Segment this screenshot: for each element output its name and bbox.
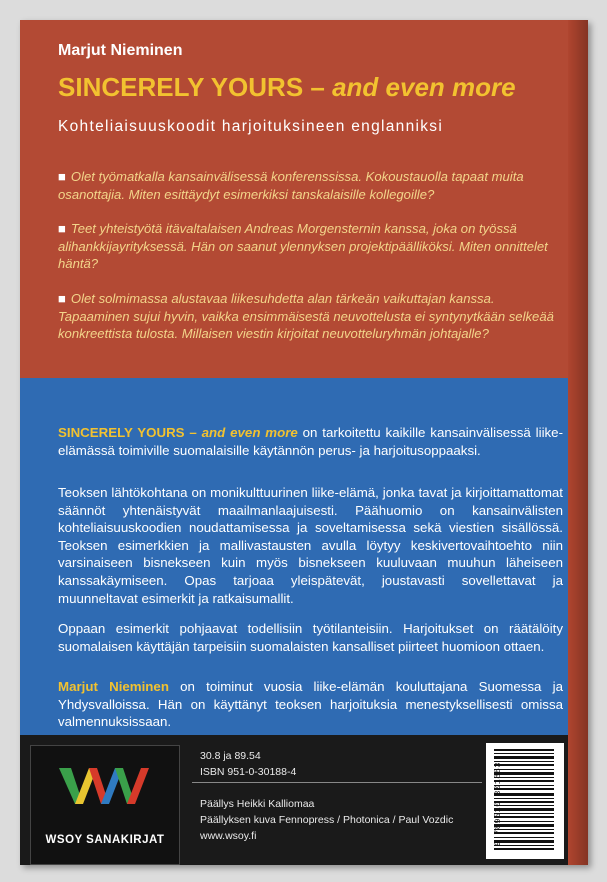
blurb-paragraph-1 <box>58 424 563 459</box>
divider <box>192 782 482 783</box>
publisher-panel <box>20 735 568 865</box>
publisher-name: WSOY SANAKIRJAT <box>45 834 165 846</box>
question-3 <box>58 290 563 343</box>
question-text: Olet työmatkalla kansainvälisessä konferenssissa. Kokoustauolla tapaat muita osanottajia. Miten esittäydyt esimerkiksi tanskalaisille kollegoille? <box>58 169 524 202</box>
blurb-text: on toiminut vuosia liike-elämän kouluttajana Suomessa ja Yhdysvalloissa. Hän on käyttänyt teoksen harjoituksia menestyksellisesti omissa valmennuksissaan. <box>58 679 563 730</box>
barcode-number: 9 789510 301883 <box>493 761 503 846</box>
author-name: Marjut Nieminen <box>58 42 183 59</box>
book-title-main: SINCERELY YOURS – <box>58 72 333 102</box>
blurb-title-main: SINCERELY YOURS – <box>58 425 202 440</box>
book-back-cover <box>20 20 588 865</box>
question-text: Olet solmimassa alustavaa liikesuhdetta alan tärkeän vaikuttajan kanssa. Tapaaminen sujui hyvin, vaikka ensimmäisestä neuvottelusta ei syntynytkään selkeää konkreettista tulosta. Millaisen viestin kirjoitat neuvotteluryhmän johtajalle? <box>58 291 554 342</box>
blurb-paragraph-2: Teoksen lähtökohtana on monikulttuurinen liike-elämä, jonka tavat ja kirjoittamattomat säännöt yhtenäistyvät maailmanlaajuisesti. Päähuomio on kansainvälisten kohteliaisuuskoodien noudattamisessa ja soveltamisessa sekä viestien sisällössä. Teoksen esimerkkien ja mallivastausten avulla löytyy keskivertovaihtoehto niin varsinaiseen bisnekseen kuin myös bisnekseen kuuluvaan muuhun läheiseen kanssakäymiseen. Opas tarjoaa yleispätevät, joustavasti sovellettavat ja muunneltavat esimerkit ja ratkaisumallit. <box>58 485 563 606</box>
book-title <box>58 72 516 103</box>
wsoy-logo-icon <box>31 746 179 831</box>
spine-edge <box>568 20 588 865</box>
question-1 <box>58 168 563 203</box>
blurb-panel <box>20 378 568 735</box>
classification: 30.8 ja 89.54 <box>200 750 261 762</box>
cover-photo-credit: Päällyksen kuva Fennopress / Photonica / Paul Vozdic <box>200 814 454 826</box>
question-2 <box>58 220 563 273</box>
question-text: Teet yhteistyötä itävaltalaisen Andreas Morgensternin kanssa, joka on työssä alihankkijayrityksessä. Hän on saanut ylennyksen projektipäälliköksi. Miten onnittelet häntä? <box>58 221 548 272</box>
square-bullet-icon: ■ <box>58 291 66 306</box>
book-title-sub: and even more <box>332 72 516 102</box>
blurb-title-sub: and even more <box>201 425 298 440</box>
author-highlight: Marjut Nieminen <box>58 679 169 694</box>
top-panel <box>20 20 568 378</box>
square-bullet-icon: ■ <box>58 221 66 236</box>
blurb-paragraph-4 <box>58 678 563 731</box>
blurb-text: on tarkoitettu kaikille kansainvälisessä liike-elämässä toimiville suomalaisille käytännön perus- ja harjoitusoppaaksi. <box>58 425 563 458</box>
square-bullet-icon: ■ <box>58 169 66 184</box>
isbn: ISBN 951-0-30188-4 <box>200 766 297 778</box>
book-subtitle: Kohteliaisuuskoodit harjoituksineen englanniksi <box>58 118 444 135</box>
blurb-paragraph-3: Oppaan esimerkit pohjaavat todellisiin työtilanteisiin. Harjoitukset on räätälöity suomalaisen käyttäjän tarpeisiin suomalaisten kansalliset piirteet huomioon ottaen. <box>58 621 563 654</box>
publisher-website: www.wsoy.fi <box>200 830 257 842</box>
barcode <box>486 743 564 859</box>
publisher-logo <box>30 745 180 865</box>
cover-design-credit: Päällys Heikki Kalliomaa <box>200 798 315 810</box>
